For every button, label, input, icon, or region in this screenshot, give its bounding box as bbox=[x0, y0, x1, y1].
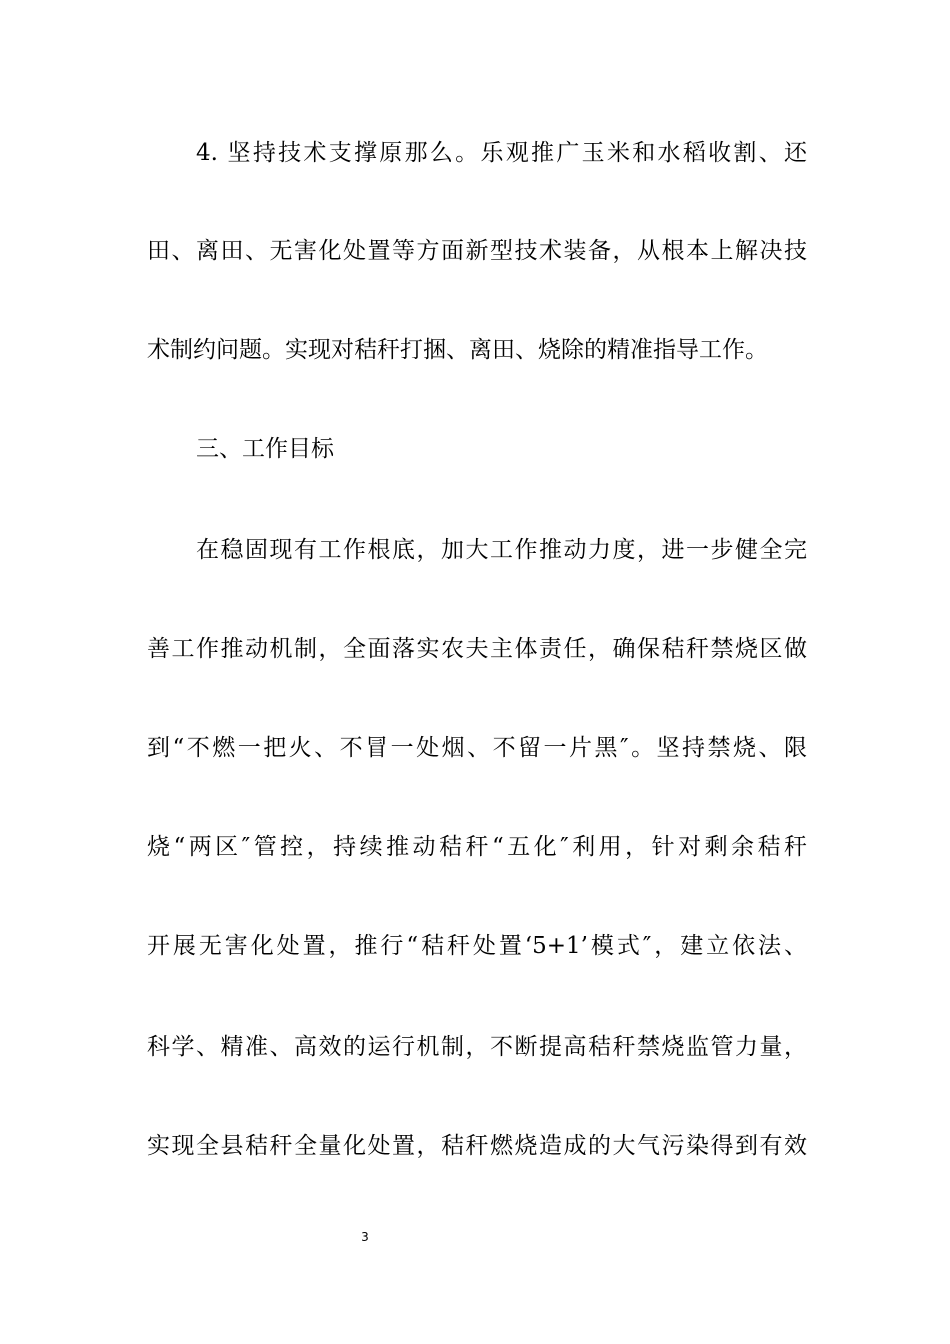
paragraph-line: 到“不燃一把火、不冒一处烟、不留一片黑″。坚持禁烧、限 bbox=[147, 735, 807, 761]
paragraph-line: 田、离田、无害化处置等方面新型技术装备，从根本上解决技 bbox=[147, 238, 807, 264]
paragraph-line: 开展无害化处置，推行“秸秆处置‘5+1’模式″，建立依法、 bbox=[147, 933, 807, 959]
page-number: 3 bbox=[361, 1230, 369, 1244]
paragraph-line: 科学、精准、高效的运行机制，不断提高秸秆禁烧监管力量， bbox=[147, 1034, 807, 1060]
paragraph-line: 4. 坚持技术支撑原那么。乐观推广玉米和水稻收割、还 bbox=[196, 140, 807, 166]
paragraph-line: 实现全县秸秆全量化处置，秸秆燃烧造成的大气污染得到有效 bbox=[147, 1133, 807, 1159]
paragraph-line: 术制约问题。实现对秸秆打捆、离田、烧除的精准指导工作。 bbox=[147, 337, 768, 363]
section-heading: 三、工作目标 bbox=[196, 436, 334, 462]
paragraph-line: 烧“两区″管控，持续推动秸秆“五化″利用，针对剩余秸秆 bbox=[147, 834, 807, 860]
paragraph-line: 在稳固现有工作根底，加大工作推动力度，进一步健全完 bbox=[196, 537, 807, 563]
paragraph-line: 善工作推动机制，全面落实农夫主体责任，确保秸秆禁烧区做 bbox=[147, 636, 807, 662]
